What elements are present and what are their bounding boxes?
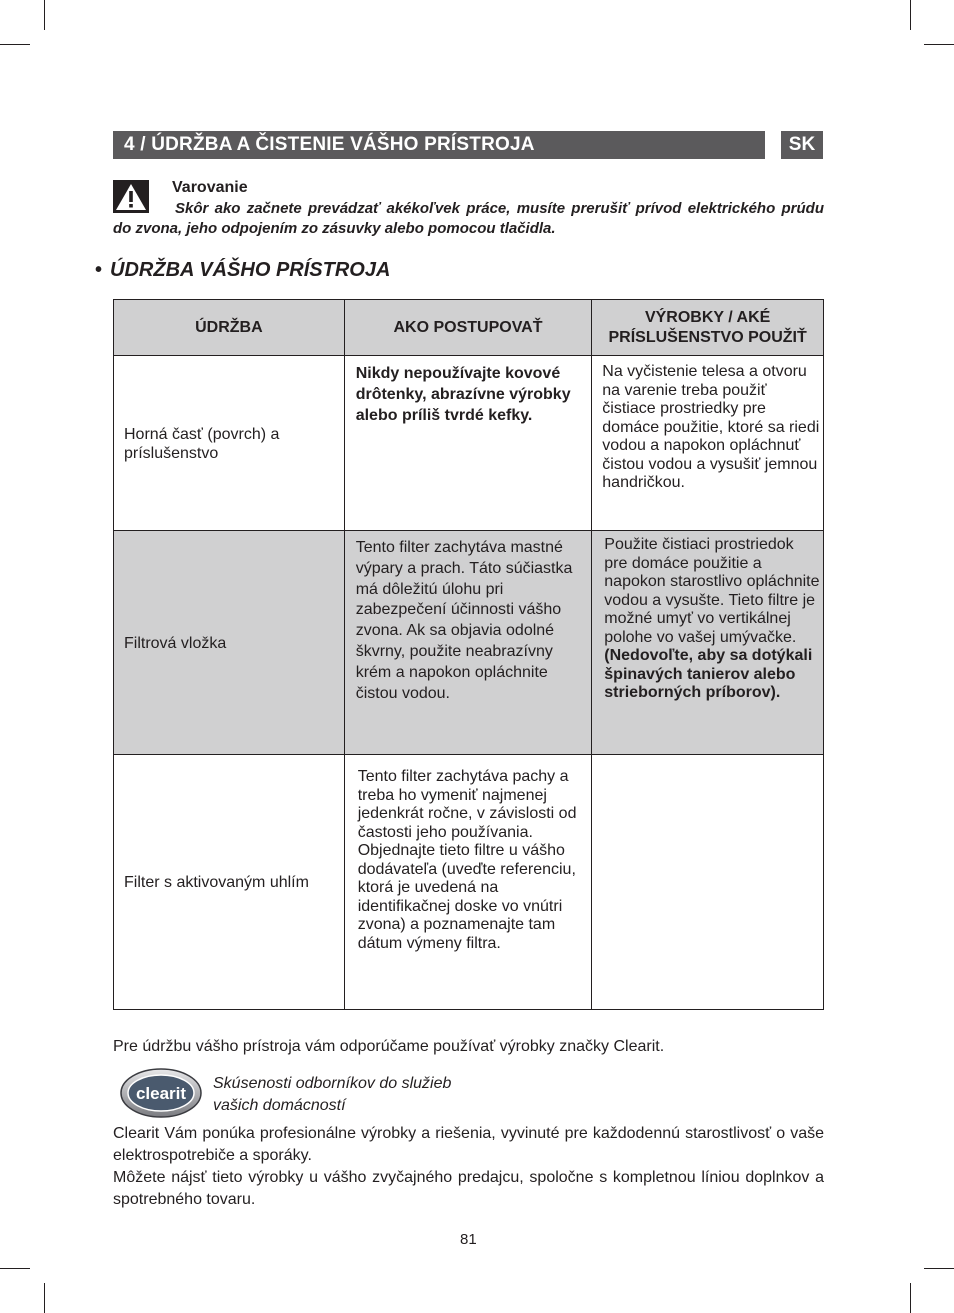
crop-mark [910, 0, 911, 30]
crop-mark [0, 44, 30, 45]
products-warning: (Nedovoľte, aby sa dotýkali špinavých tanierov alebo strieborných príborov). [604, 647, 813, 701]
table-row [114, 755, 824, 1010]
language-badge: SK [781, 131, 823, 159]
products-cell [592, 755, 824, 1010]
table-header-row [114, 300, 824, 356]
bullet: • [95, 259, 103, 281]
column-header: ÚDRŽBA [114, 300, 345, 356]
slogan-line: vašich domácností [213, 1097, 346, 1114]
crop-mark [0, 1268, 30, 1269]
table-row [114, 356, 824, 531]
brand-description [113, 1123, 824, 1211]
crop-mark [910, 1283, 911, 1313]
brand-slogan [213, 1073, 451, 1117]
procedure-cell [344, 356, 592, 531]
table-row [114, 531, 824, 755]
procedure-cell: Tento filter zachytáva pachy a treba ho vymeniť najmenej jedenkrát ročne, v závislosti od častosti jeho používania. Objednajte tieto filtre u vášho dodávateľa (uveďte referenciu, ktorá je uvedená na identifikačnej doske vo vnútri zvona) a poznamenajte tam dátum výmeny filtra. [344, 755, 592, 1010]
subsection-heading: • ÚDRŽBA VÁŠHO PRÍSTROJA [95, 259, 391, 281]
svg-text:clearit: clearit [135, 1084, 187, 1103]
warning-text: Skôr ako začnete prevádzať akékoľvek práce, musíte prerušiť prívod elektrického prúdu do zvona, jeho odpojením zo zásuvky alebo pomocou tlačidla. [113, 200, 824, 237]
maintenance-item: Horná časť (povrch) a príslušenstvo [114, 356, 345, 531]
paragraph: Môžete nájsť tieto výrobky u vášho zvyčajného predajcu, spoločne s kompletnou líniou doplnkov a spotrebného tovaru. [113, 1169, 824, 1208]
maintenance-item: Filtrová vložka [114, 531, 345, 755]
products-cell: Na vyčistenie telesa a otvoru na varenie treba použiť čistiace prostriedky pre domáce použitie, ktoré sa riedi vodou a napokon opláchnuť čistou vodou a vysušiť jemnou handričkou. [592, 356, 824, 531]
clearit-logo [120, 1068, 202, 1118]
section-title: 4 / ÚDRŽBA A ČISTENIE VÁŠHO PRÍSTROJA [113, 131, 765, 159]
crop-mark [44, 0, 45, 30]
column-header: AKO POSTUPOVAŤ [344, 300, 592, 356]
slogan-line: Skúsenosti odborníkov do služieb [213, 1075, 452, 1092]
maintenance-table [113, 299, 824, 1010]
procedure-cell: Tento filter zachytáva mastné výpary a prach. Táto súčiastka má dôležitú úlohu pri zabezpečení účinnosti vášho zvona. Ak sa objavia odolné škvrny, použite neabrazívny krém a napokon opláchnite čistou vodou. [344, 531, 592, 755]
column-header: VÝROBKY / AKÉ PRÍSLUŠENSTVO POUŽIŤ [592, 300, 824, 356]
crop-mark [924, 1268, 954, 1269]
paragraph: Clearit Vám ponúka profesionálne výrobky a riešenia, vyvinuté pre každodennú starostlivosť o vaše elektrospotrebiče a sporáky. [113, 1125, 824, 1164]
warning-title: Varovanie [172, 179, 248, 196]
crop-mark [924, 44, 954, 45]
products-cell [592, 531, 824, 755]
maintenance-item: Filter s aktivovaným uhlím [114, 755, 345, 1010]
recommendation-text: Pre údržbu vášho prístroja vám odporúčame používať výrobky značky Clearit. [113, 1038, 665, 1055]
crop-mark [44, 1283, 45, 1313]
products-text: Použite čistiaci prostriedok pre domáce použitie a napokon starostlivo opláchnite vodou a vysušte. Tieto filtre je možné umyť vo vertikálnej polohe vo vašej umývačke. [604, 536, 820, 646]
procedure-warning: Nikdy nepoužívajte kovové drôtenky, abrazívne výrobky alebo príliš tvrdé kefky. [355, 365, 571, 424]
page-number: 81 [460, 1231, 477, 1248]
